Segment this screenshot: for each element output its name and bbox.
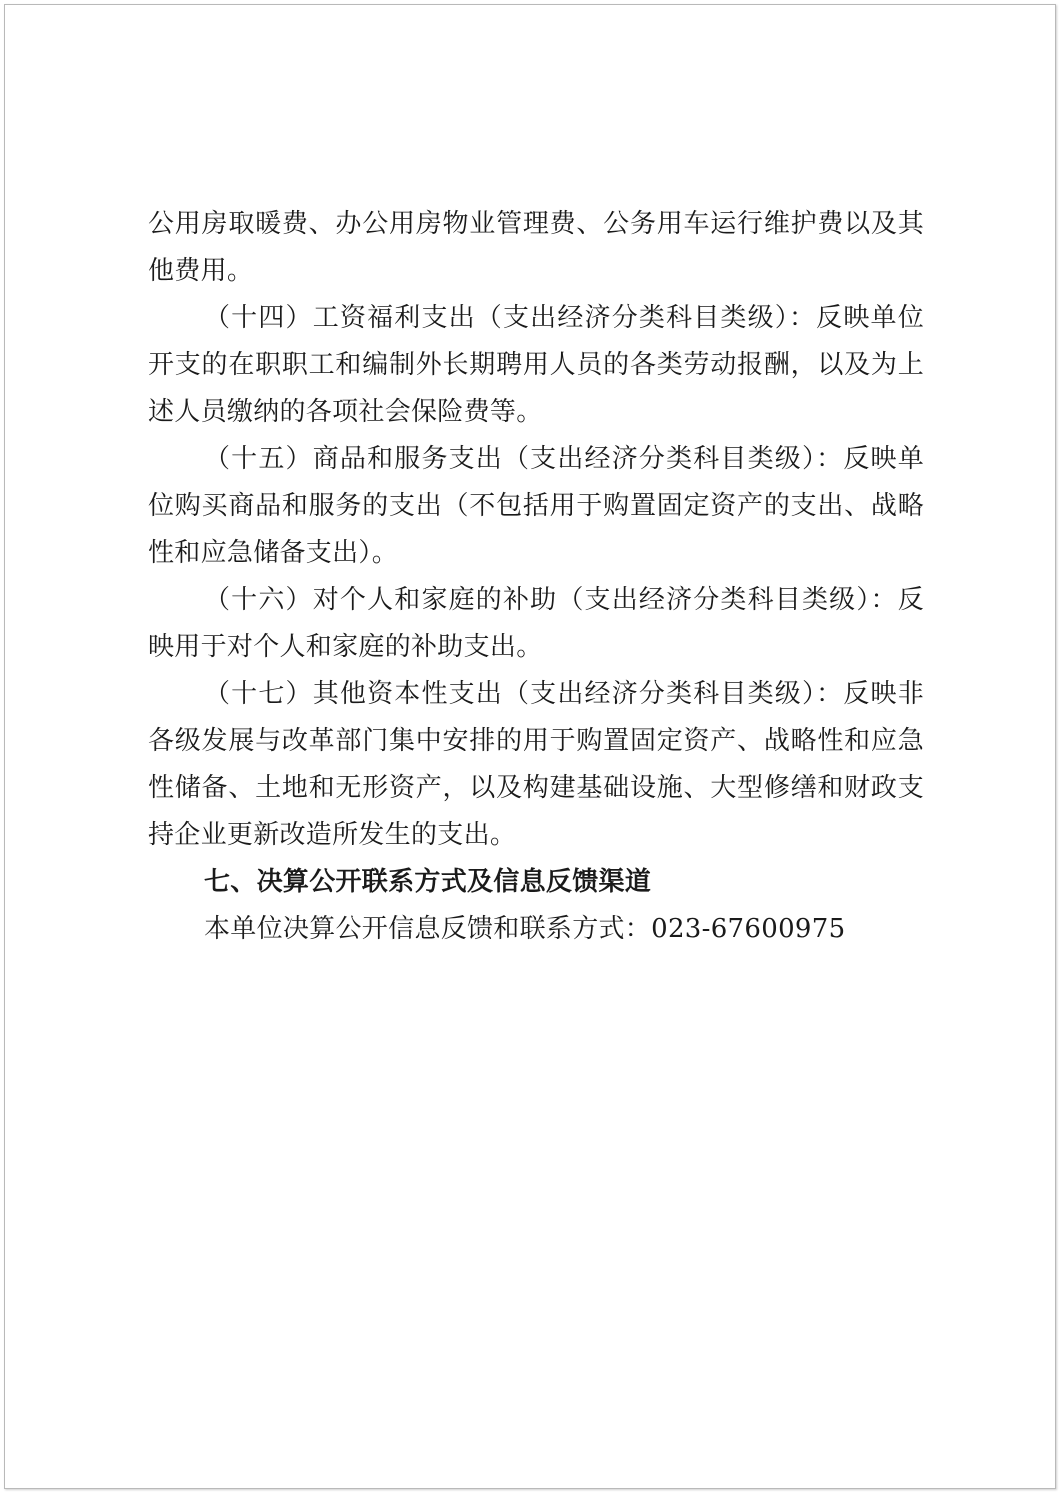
paragraph-continued: 公用房取暖费、办公用房物业管理费、公务用车运行维护费以及其他费用。 bbox=[148, 209, 924, 286]
document-body bbox=[148, 201, 924, 953]
contact-line: 本单位决算公开信息反馈和联系方式：023-67600975 bbox=[204, 914, 846, 944]
section-heading: 七、决算公开联系方式及信息反馈渠道 bbox=[204, 867, 652, 897]
paragraph-item-15: （十五）商品和服务支出（支出经济分类科目类级）：反映单位购买商品和服务的支出（不包括用于购置固定资产的支出、战略性和应急储备支出）。 bbox=[148, 444, 924, 568]
paragraph-item-16: （十六）对个人和家庭的补助（支出经济分类科目类级）：反映用于对个人和家庭的补助支出。 bbox=[148, 585, 924, 662]
paragraph-item-14: （十四）工资福利支出（支出经济分类科目类级）：反映单位开支的在职职工和编制外长期聘用人员的各类劳动报酬，以及为上述人员缴纳的各项社会保险费等。 bbox=[148, 303, 924, 427]
paragraph-item-17: （十七）其他资本性支出（支出经济分类科目类级）：反映非各级发展与改革部门集中安排的用于购置固定资产、战略性和应急性储备、土地和无形资产，以及构建基础设施、大型修缮和财政支持企业更新改造所发生的支出。 bbox=[148, 679, 924, 850]
document-page bbox=[4, 4, 1056, 1489]
